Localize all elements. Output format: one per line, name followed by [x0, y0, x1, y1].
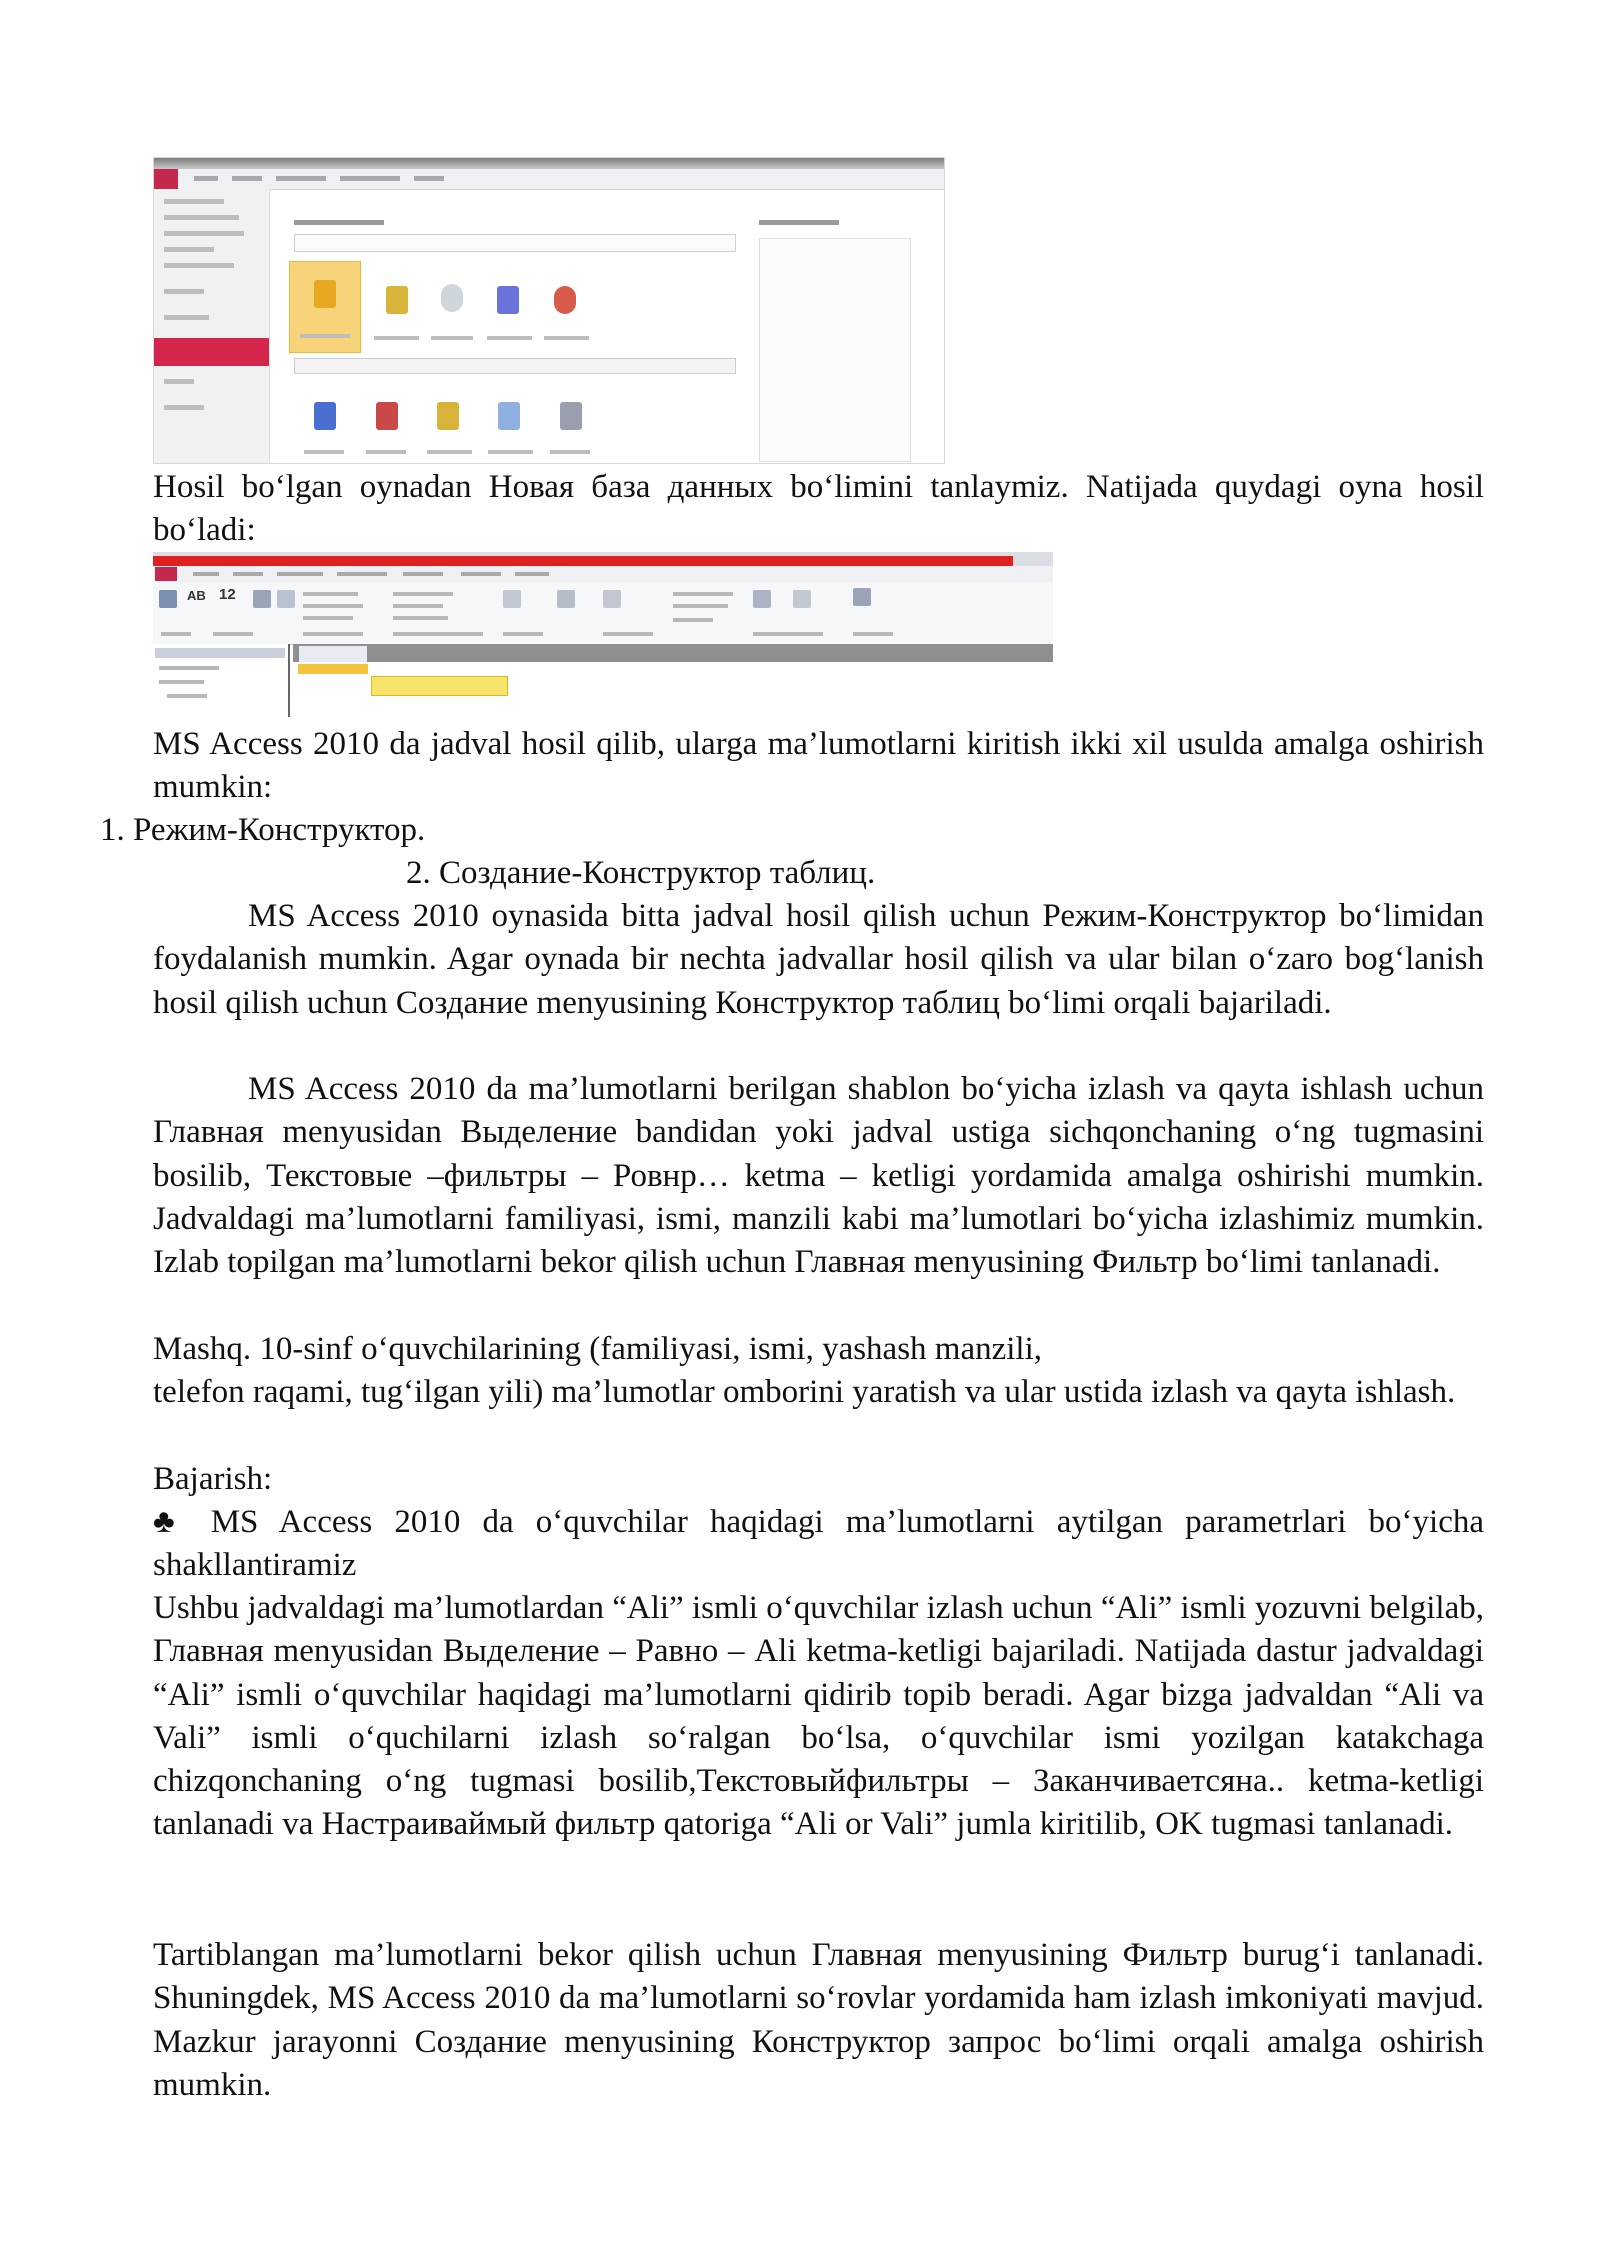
backstage-menu — [154, 189, 270, 463]
file-tab — [154, 169, 178, 189]
navigation-pane — [153, 644, 290, 717]
id-column-header — [298, 664, 368, 674]
ribbon-tab-row — [153, 566, 1053, 583]
new-database-preview-pane — [759, 238, 911, 462]
paragraph: Tartiblangan ma’lumotlarni bekor qilish uchun Главная menyusining Фильтр burugʻi tanlanadi. Shuningdek, MS Access 2010 da ma’lumotlarni soʻrovlar yordamida ham izlash imkoniyati mavjud. Mazkur jarayonni Создание menyusining Конструктор запрос boʻlimi orqali amalga oshirish mumkin. — [153, 1937, 1484, 2103]
paragraph: MS Access 2010 da ma’lumotlarni berilgan shablon boʻyicha izlash va qayta ishlash uchun Главная menyusidan Выделение bandidan yoki jadval ustiga sichqonchaning oʻng tugmasini bosilib, Текстовые –фильтры – Ровнр… ketma – ketligi yordamida amalga oshirishi mumkin. Jadvaldagi ma’lumotlarni familiyasi, ismi, manzili kabi ma’lumotlari boʻyicha izlashimiz mumkin. Izlab topilgan ma’lumotlarni bekor qilish uchun Главная menyusining Фильтр boʻlimi tanlanadi. — [153, 1071, 1484, 1281]
ribbon-label-ab: AB — [187, 588, 206, 603]
table1-tab — [299, 646, 367, 662]
ribbon-tab-row — [154, 169, 944, 190]
file-tab — [155, 567, 177, 581]
solution-heading: Bajarish: — [153, 1461, 273, 1497]
backstage-new-item — [154, 338, 269, 366]
paragraph: MS Access 2010 da jadval hosil qilib, ularga ma’lumotlarni kiritish ikki xil usulda amalga oshirish mumkin: — [153, 726, 1484, 806]
paragraph: telefon raqami, tugʻilgan yili) ma’lumotlar omborini yaratish va ular ustida izlash va qayta ishlash. — [153, 1374, 1456, 1410]
list-item: 1. Режим-Конструктор. — [100, 812, 426, 848]
ribbon-label-12: 12 — [219, 586, 236, 603]
access-backstage-screenshot — [153, 157, 945, 464]
document-tab-bar — [293, 644, 1053, 662]
bullet-paragraph: ♣ MS Access 2010 da oʻquvchilar haqidagi ma’lumotlarni aytilgan parametrlari boʻyicha shakllantiramiz — [153, 1504, 1484, 1584]
ribbon — [153, 582, 1053, 645]
exercise-heading: Mashq. 10-sinf oʻquvchilarining (familiyasi, ismi, yashash manzili, — [153, 1331, 1043, 1367]
access-table-screenshot — [153, 552, 1053, 717]
blank-database-tile — [289, 261, 361, 353]
table-tools-title-band — [153, 556, 1013, 566]
paragraph: MS Access 2010 oynasida bitta jadval hosil qilish uchun Режим-Конструктор boʻlimidan foydalanish mumkin. Agar oynada bir nechta jadvallar hosil qilish va ular bilan oʻzaro bogʻlanish hosil qilish uchun Создание menyusining Конструктор таблиц boʻlimi orqali bajariladi. — [153, 898, 1484, 1021]
add-field-column — [371, 676, 508, 696]
list-item: 2. Создание-Конструктор таблиц. — [406, 855, 876, 891]
templates-category-bar — [294, 358, 736, 374]
paragraph: Ushbu jadvaldagi ma’lumotlardan “Ali” ismli oʻquvchilar izlash uchun “Ali” ismli yozuvni belgilab, Главная menyusidan Выделение – Равно – Ali ketma-ketligi bajariladi. Natijada dastur jadvaldagi “Ali” ismli oʻquvchilar haqidagi ma’lumotlarni qidirib topib beradi. Agar bizga jadvaldan “Ali va Vali” ismli oʻquchilarni izlash soʻralgan boʻlsa, oʻquvchilar ismi yozilgan katakchaga chizqonchaning oʻng tugmasi bosilib,Текстовыйфильтры – Заканчиваетсяна.. ketma-ketligi tanlanadi va Настраиваймый фильтр qatoriga “Ali or Vali” jumla kiritilib, OK tugmasi tanlanadi. — [153, 1590, 1484, 1843]
paragraph: Hosil boʻlgan oynadan Новая база данных boʻlimini tanlaymiz. Natijada quydagi oyna hosil boʻladi: — [153, 469, 1484, 549]
window-title-bar — [154, 158, 944, 169]
templates-search-box — [294, 234, 736, 252]
